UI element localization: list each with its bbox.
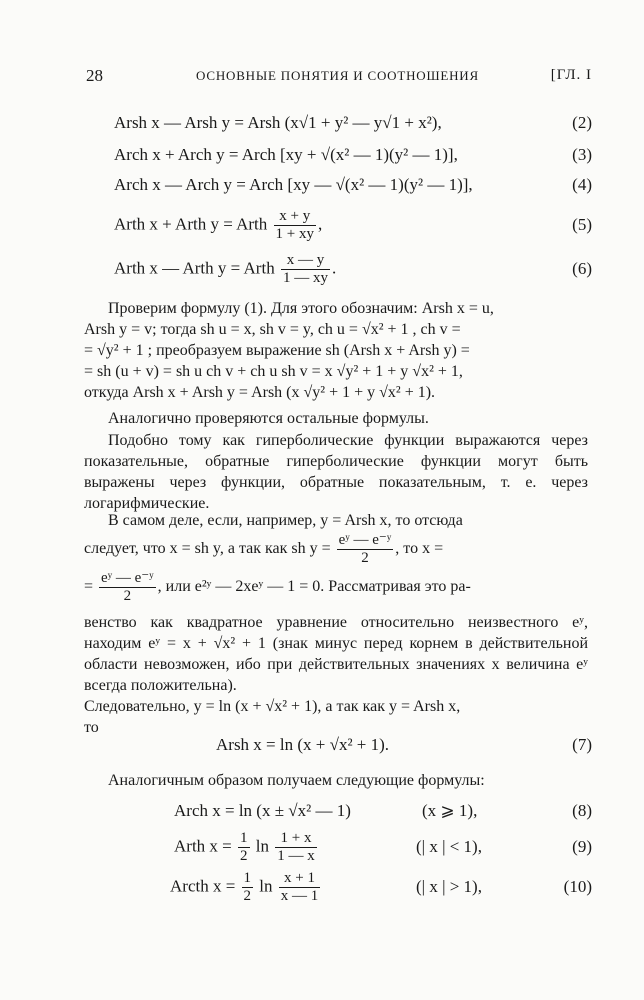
formula-10-fraction [279,870,321,905]
formula-5-fraction [274,208,316,243]
line3-text-after: , или e²ʸ — 2xeʸ — 1 = 0. Рассматривая это ра- [157,578,471,596]
chapter-label: [ГЛ. I [550,67,592,83]
formula-10-numerator: x + 1 [279,870,321,888]
page-number: 28 [86,66,103,85]
formula-5-number: (5) [572,215,592,234]
line2-numerator: eʸ — e⁻ʸ [338,532,392,548]
formula-2-number: (2) [572,113,592,132]
line3-fraction [99,570,156,605]
formula-6-number: (6) [572,259,592,278]
formula-2-text: Arsh x — Arsh y = Arsh (x√1 + y² — y√1 + x²), [114,113,442,132]
formula-9-numerator: 1 + x [275,830,317,848]
formula-9 [86,826,592,868]
formula-6-denominator: 1 — xy [282,270,328,286]
formula-8-condition: (x ⩾ 1), [422,801,478,820]
paragraph-verification: Проверим формулу (1). Для этого обозначим: Arsh x = u, Arsh y = v; тогда sh u = x, sh v = y, ch u = √x² + 1 , ch v = = √y² + 1 ; преобразуем выражение sh (Arsh x + Arsh y) = = sh (u + v) = sh u ch v + ch u sh v = x √y² + 1 + y √x² + 1, откуда Arsh x + Arsh y = Arsh (x √y² + 1 + y √x² + 1). [84,300,494,401]
formula-10-expr [170,870,322,905]
formula-7-text: Arsh x = ln (x + √x² + 1). [216,735,390,754]
formula-8 [86,800,592,824]
formula-5 [86,204,592,244]
line2-fraction [337,532,394,567]
formula-3-text: Arch x + Arch y = Arch [xy + √(x² — 1)(y² — 1)], [114,145,458,164]
formula-9-number: (9) [572,837,592,856]
line2-text-before: следует, что x = sh y, а так как sh y = [84,540,331,558]
formula-10-condition: (| x | > 1), [416,877,482,896]
formula-10-ln: ln [259,876,273,896]
formula-9-denominator: 1 — x [277,848,315,864]
formula-10-denominator: x — 1 [280,888,319,904]
formula-5-numerator: x + y [274,208,316,226]
formula-6-tail: . [331,258,337,278]
formula-2 [86,112,592,136]
paragraph-example-rest: венство как квадратное уравнение относительно неизвестного eʸ, находим eʸ = x + √x² + 1 (знак минус перед корнем в действительной области невозможен, ибо при действительных значениях x величина eʸ всегда положительна). Следовательно, y = ln (x + √x² + 1), а так как y = Arsh x, то [84,614,588,736]
formula-6-lhs: Arth x — Arth y = Arth [114,258,275,278]
paragraph-logarithmic: Подобно тому как гиперболические функции выражаются через показательные, обратные гиперболические функции могут быть выражены через функции, обратные показательным, т. е. через логарифмические. [84,432,588,512]
formula-10-half-numerator: 1 [243,870,252,886]
line3-numerator: eʸ — e⁻ʸ [101,570,154,586]
formula-10 [86,866,592,908]
formula-9-fraction [275,830,317,865]
formula-5-tail: , [318,214,323,234]
formula-4-number: (4) [572,175,592,194]
paragraph-similar: Аналогичным образом получаем следующие формулы: [108,772,485,789]
formula-7-number: (7) [572,735,592,754]
formula-9-condition: (| x | < 1), [416,837,482,856]
formula-9-half-numerator: 1 [240,830,248,846]
formula-8-text: Arch x = ln (x ± √x² — 1) [174,801,351,820]
formula-9-half-denominator: 2 [240,848,248,864]
paragraph-example-line3 [84,570,588,606]
paragraph-example-line2 [84,532,588,568]
formula-10-half [242,870,254,905]
formula-6-numerator: x — y [281,252,330,270]
formula-6-expr [114,252,336,287]
running-title: ОСНОВНЫЕ ПОНЯТИЯ И СООТНОШЕНИЯ [196,68,479,83]
paragraph-analogous: Аналогично проверяются остальные формулы. [108,410,429,427]
formula-10-number: (10) [563,877,592,896]
formula-4-text: Arch x — Arch y = Arch [xy — √(x² — 1)(y² — 1)], [114,175,473,194]
formula-9-ln: ln [255,836,269,856]
line2-denominator: 2 [361,550,369,566]
formula-3 [86,144,592,168]
formula-10-half-denominator: 2 [243,888,252,904]
formula-6-fraction [281,252,330,287]
formula-9-half [238,830,250,865]
line2-text-after: , то x = [395,540,444,558]
formula-7 [86,734,592,758]
formula-8-number: (8) [572,801,592,820]
formula-9-expr [174,830,319,865]
formula-10-lhs: Arcth x = [170,876,236,896]
line3-text-before: = [84,578,94,596]
formula-9-lhs: Arth x = [174,836,232,856]
page-header [86,66,592,90]
formula-6 [86,248,592,288]
line3-denominator: 2 [123,588,132,604]
formula-4 [86,174,592,198]
paragraph-example-line1: В самом деле, если, например, y = Arsh x, то отсюда [108,512,463,529]
formula-5-denominator: 1 + xy [275,226,315,242]
formula-3-number: (3) [572,145,592,164]
formula-5-lhs: Arth x + Arth y = Arth [114,214,268,234]
formula-5-expr [114,208,322,243]
